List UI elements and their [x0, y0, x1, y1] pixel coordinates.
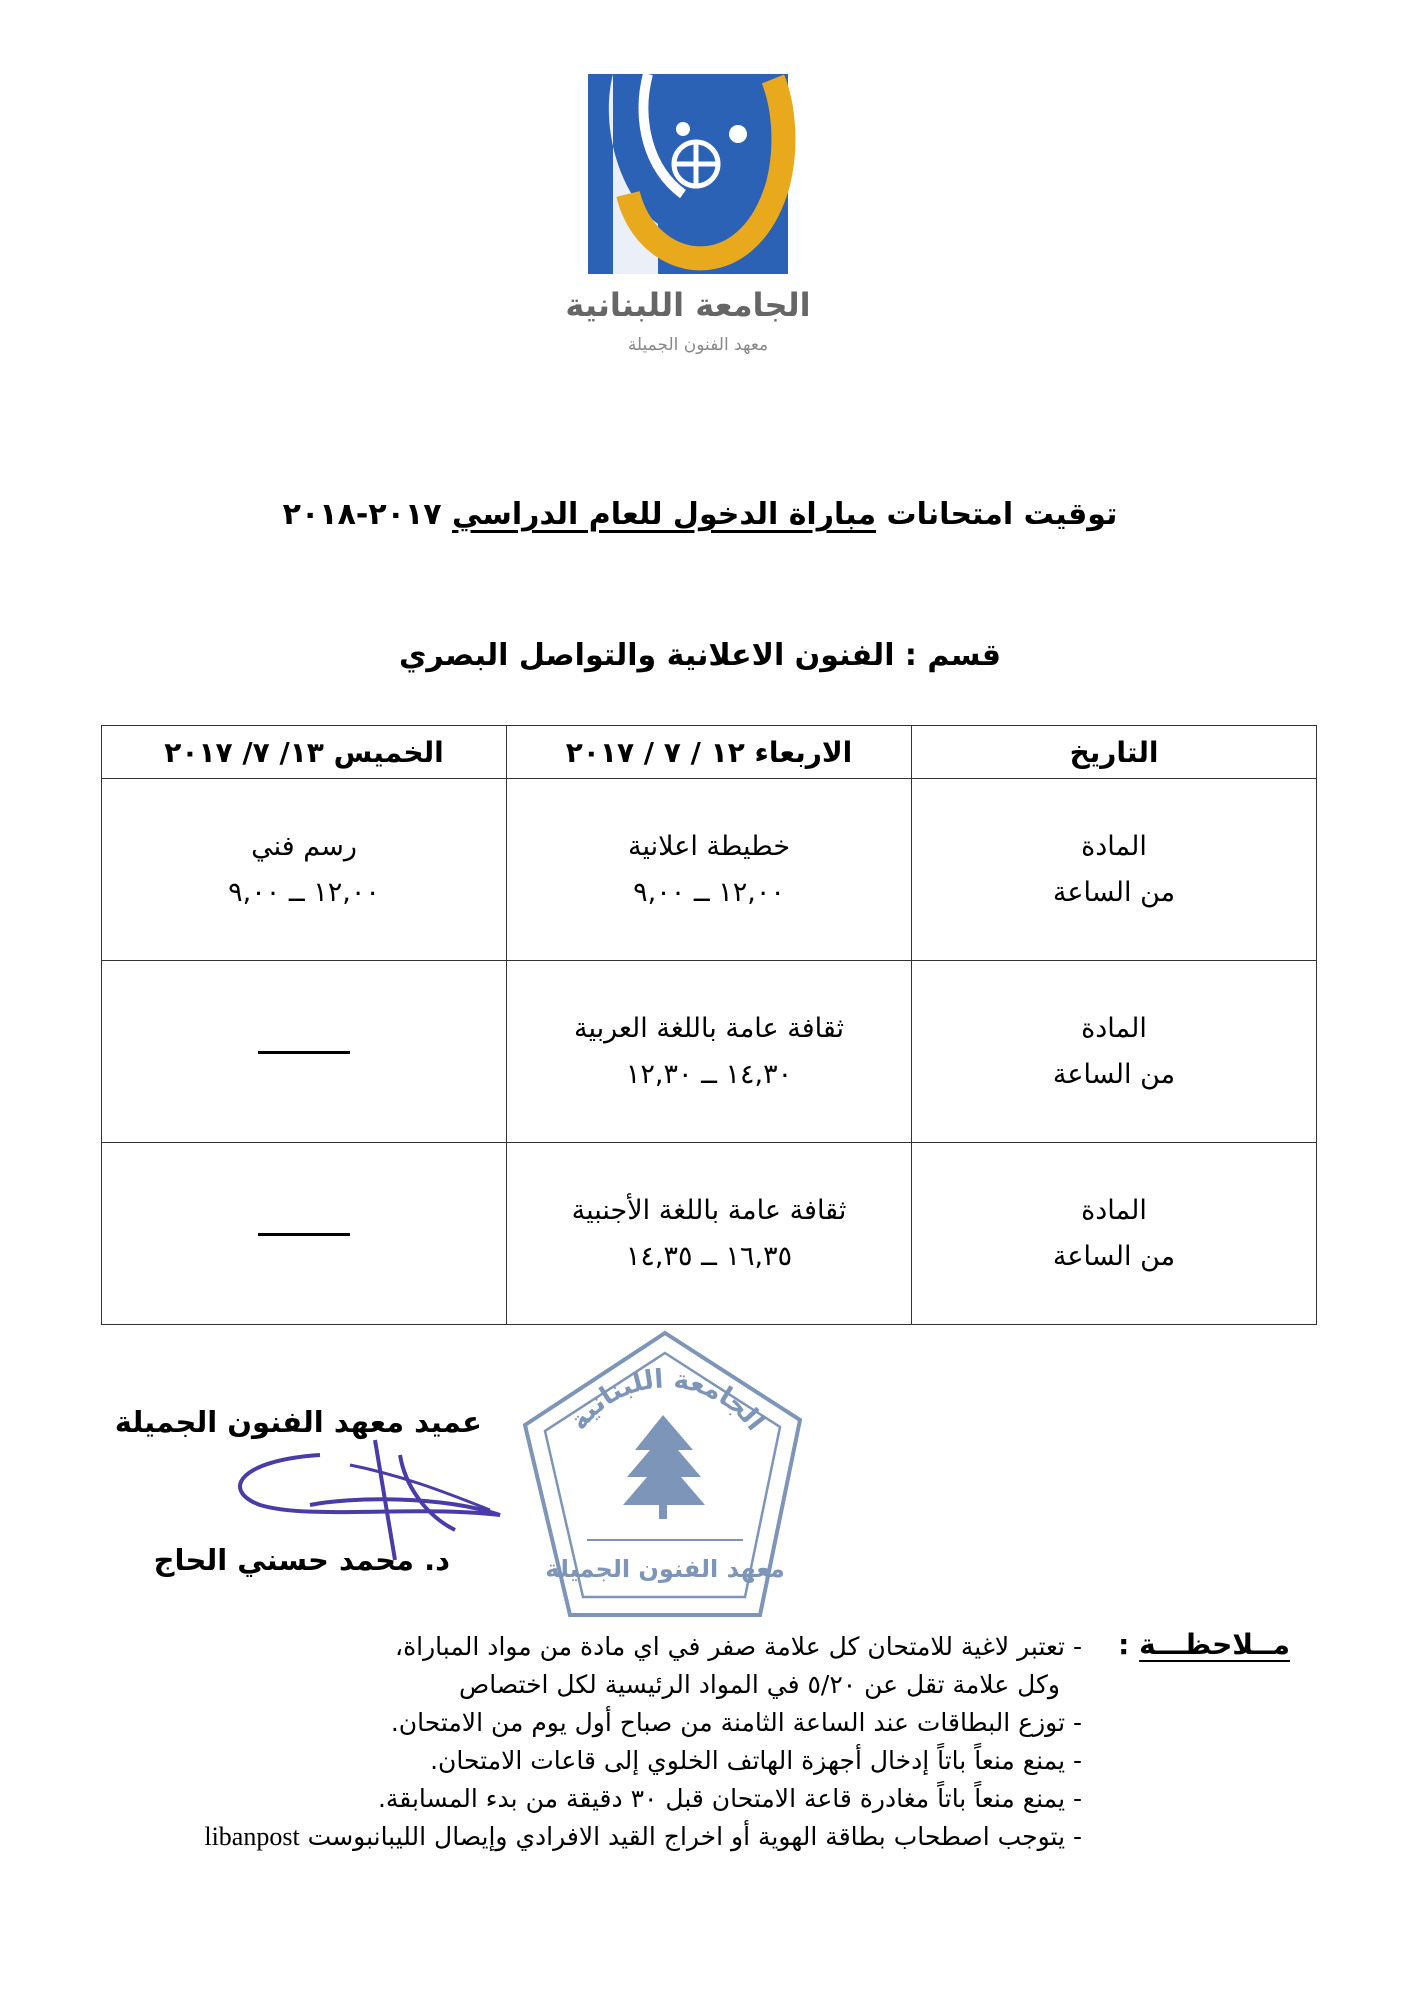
time: ١٤,٣٠ ــ ١٢,٣٠	[625, 1058, 793, 1090]
label-time: من الساعة	[1052, 876, 1176, 908]
note-item-last: - يتوجب اصطحاب بطاقة الهوية أو اخراج القيد الافرادي وإيصال الليبانبوست libanpost	[204, 1822, 1082, 1851]
cedar-icon	[623, 1415, 705, 1519]
title-year: ٢٠١٧-٢٠١٨	[282, 497, 442, 532]
thursday-cell	[102, 961, 507, 1143]
official-seal	[515, 1325, 810, 1625]
label-time: من الساعة	[1052, 1240, 1176, 1272]
row-label-cell	[912, 779, 1317, 961]
title-underlined: مباراة الدخول للعام الدراسي	[452, 497, 877, 532]
time: ١٦,٣٥ ــ ١٤,٣٥	[625, 1240, 793, 1272]
empty-dash	[258, 1051, 350, 1054]
seal-bottom-text: معهد الفنون الجميلة	[545, 1555, 785, 1583]
label-subject: المادة	[1081, 1194, 1147, 1226]
logo-institute-name: معهد الفنون الجميلة	[627, 335, 769, 355]
table-header-row	[102, 726, 1317, 779]
empty-dash	[258, 1233, 350, 1236]
row-label-cell	[912, 961, 1317, 1143]
wednesday-cell	[507, 961, 912, 1143]
wednesday-cell	[507, 1143, 912, 1325]
signature-title: عميد معهد الفنون الجميلة	[114, 1405, 482, 1439]
subject: ثقافة عامة باللغة العربية	[574, 1012, 844, 1044]
subject: ثقافة عامة باللغة الأجنبية	[571, 1194, 847, 1226]
wednesday-cell	[507, 779, 912, 961]
note-item: وكل علامة تقل عن ٥/٢٠ في المواد الرئيسية لكل اختصاص	[459, 1670, 1060, 1699]
signature-name: د. محمد حسني الحاج	[153, 1543, 450, 1577]
page-title	[150, 497, 1250, 532]
note-item: - تعتبر لاغية للامتحان كل علامة صفر في اي مادة من مواد المباراة،	[395, 1632, 1082, 1661]
note-item: - يمنع منعاً باتاً إدخال أجهزة الهاتف الخلوي إلى قاعات الامتحان.	[430, 1746, 1082, 1775]
row-label-cell	[912, 1143, 1317, 1325]
libanpost-text: libanpost	[204, 1822, 300, 1851]
label-time: من الساعة	[1052, 1058, 1176, 1090]
note-item: - توزع البطاقات عند الساعة الثامنة من صباح أول يوم من الامتحان.	[390, 1708, 1082, 1737]
handwritten-signature	[200, 1435, 510, 1565]
university-logo	[565, 74, 811, 374]
label-subject: المادة	[1081, 830, 1147, 862]
schedule-table	[101, 725, 1317, 1325]
logo-university-name: الجامعة اللبنانية	[565, 286, 811, 324]
header-date: التاريخ	[912, 726, 1317, 779]
note-item: - يمنع منعاً باتاً مغادرة قاعة الامتحان قبل ٣٠ دقيقة من بدء المسابقة.	[377, 1784, 1082, 1813]
subject: رسم فني	[251, 830, 357, 862]
header-thursday: الخميس ١٣/ ٧/ ٢٠١٧	[102, 726, 507, 779]
seal-top-text: الجامعة اللبنانية	[563, 1364, 771, 1437]
table-row	[102, 1143, 1317, 1325]
time: ١٢,٠٠ ــ ٩,٠٠	[633, 876, 785, 908]
table-row	[102, 961, 1317, 1143]
thursday-cell	[102, 779, 507, 961]
header-wednesday: الاربعاء ١٢ / ٧ / ٢٠١٧	[507, 726, 912, 779]
title-prefix: توقيت امتحانات	[886, 497, 1118, 532]
notes-list	[122, 1628, 1082, 1856]
section-title: قسم : الفنون الاعلانية والتواصل البصري	[398, 638, 1002, 673]
signature-block	[114, 1395, 500, 1605]
notes-label: مــلاحظـــة :	[1118, 1628, 1290, 1661]
table-row	[102, 779, 1317, 961]
thursday-cell	[102, 1143, 507, 1325]
time: ١٢,٠٠ ــ ٩,٠٠	[228, 876, 380, 908]
label-subject: المادة	[1081, 1012, 1147, 1044]
subject: خطيطة اعلانية	[627, 830, 791, 862]
